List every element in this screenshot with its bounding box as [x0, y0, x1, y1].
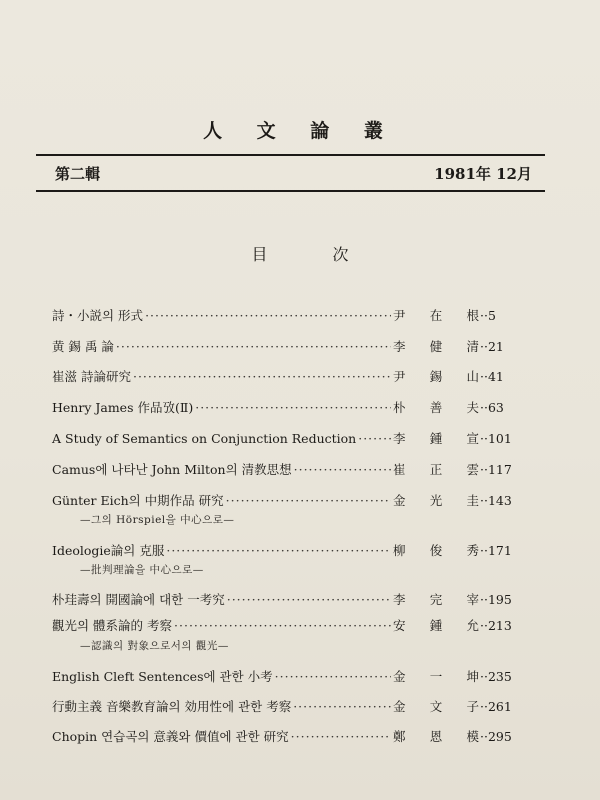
toc-entry	[52, 367, 520, 385]
entry-title: 詩・小説의 形式	[52, 308, 144, 323]
leader-dots	[195, 400, 391, 415]
entry-page: ··235	[480, 669, 512, 684]
entry-page: ··195	[480, 592, 512, 607]
entry-page: ··143	[480, 493, 512, 508]
leader-dots	[226, 493, 391, 508]
toc-entry	[52, 616, 520, 634]
entry-author: 金 文 子	[393, 699, 479, 714]
entry-page: ··171	[480, 543, 512, 558]
entry-subtitle: —認識의 對象으로서의 觀光—	[80, 640, 229, 652]
entry-title: 崔滋 詩論研究	[52, 369, 131, 384]
leader-dots	[174, 618, 391, 633]
leader-dots	[166, 543, 391, 558]
entry-author: 李 完 宰	[393, 592, 479, 607]
toc-entry	[52, 306, 520, 324]
entry-title: A Study of Semantics on Conjunction Reduction	[52, 431, 357, 446]
entry-author: 尹 在 根	[393, 308, 479, 323]
entry-page: ··101	[480, 431, 512, 446]
entry-title: Chopin 연습곡의 意義와 價值에 관한 研究	[52, 729, 289, 744]
entry-title: 觀光의 體系論的 考察	[52, 618, 173, 633]
entry-author: 鄭 恩 模	[393, 729, 479, 744]
top-rule	[36, 154, 545, 156]
toc-entry	[52, 590, 520, 608]
toc-entry	[52, 727, 520, 745]
leader-dots	[291, 729, 391, 744]
toc-entry	[52, 697, 520, 715]
entry-author: 李 鍾 宣	[393, 431, 479, 446]
entry-page: ··21	[480, 339, 504, 354]
toc-entry	[52, 460, 520, 478]
toc-entry	[52, 429, 520, 447]
entry-subtitle: —그의 Hörspiel을 中心으로—	[80, 514, 235, 526]
entry-page: ··213	[480, 618, 512, 633]
entry-author: 金 一 坤	[393, 669, 479, 684]
leader-dots	[293, 699, 391, 714]
toc-heading: 目 次	[251, 245, 379, 264]
journal-title: 人 文 論 叢	[203, 120, 397, 142]
leader-dots	[145, 308, 391, 323]
issue-date: 1981年 12月	[434, 165, 532, 183]
leader-dots	[227, 592, 391, 607]
entry-title: Henry James 作品攷(Ⅱ)	[52, 400, 194, 415]
leader-dots	[275, 669, 391, 684]
entry-title: Günter Eich의 中期作品 研究	[52, 493, 224, 508]
entry-page: ··63	[480, 400, 504, 415]
entry-title: 朴珪壽의 開國論에 대한 一考究	[52, 592, 225, 607]
entry-subtitle: —批判理論을 中心으로—	[80, 564, 204, 576]
entry-author: 柳 俊 秀	[393, 543, 479, 558]
entry-page: ··5	[480, 308, 496, 323]
leader-dots	[116, 339, 391, 354]
entry-page: ··41	[480, 369, 504, 384]
entry-author: 崔 正 雲	[393, 462, 479, 477]
entry-title: Ideologie論의 克服	[52, 543, 165, 558]
entry-title: Camus에 나타난 John Milton의 清教思想	[52, 462, 292, 477]
entry-page: ··261	[480, 699, 512, 714]
leader-dots	[358, 431, 391, 446]
bottom-rule	[36, 190, 545, 192]
entry-page: ··295	[480, 729, 512, 744]
toc-entry	[52, 398, 520, 416]
entry-page: ··117	[480, 462, 512, 477]
toc-entry	[52, 337, 520, 355]
toc-entry	[52, 541, 520, 559]
entry-title: 黄 錫 禹 論	[52, 339, 114, 354]
entry-author: 李 健 清	[393, 339, 479, 354]
toc-entry	[52, 491, 520, 509]
issue-number: 第二輯	[55, 165, 101, 183]
entry-title: English Cleft Sentences에 관한 小考	[52, 669, 273, 684]
entry-title: 行動主義 音樂教育論의 効用性에 관한 考察	[52, 699, 292, 714]
entry-author: 朴 善 夫	[393, 400, 479, 415]
toc-entry	[52, 667, 520, 685]
entry-author: 安 鍾 允	[393, 618, 479, 633]
leader-dots	[133, 369, 391, 384]
leader-dots	[294, 462, 391, 477]
entry-author: 尹 錫 山	[393, 369, 479, 384]
entry-author: 金 光 圭	[393, 493, 479, 508]
